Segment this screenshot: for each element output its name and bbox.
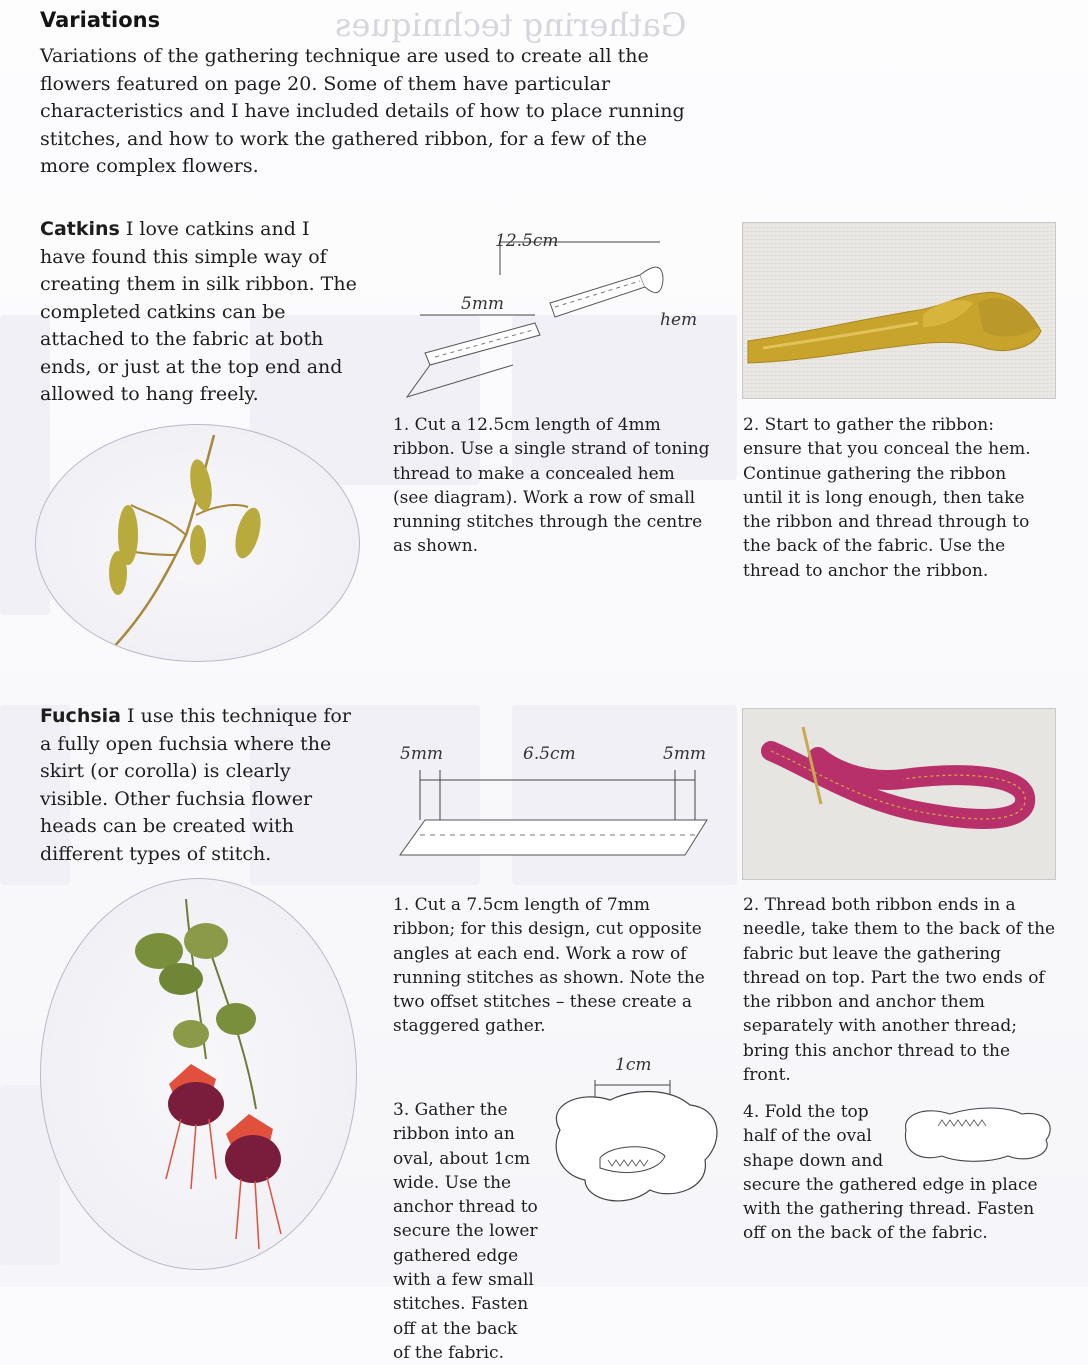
fuchsia-step-2: 2. Thread both ribbon ends in a needle, take them to the back of the fabric but leave the gathering thread on top. Part the two ends of the ribbon and anchor them separately with another thread; bring this anchor thread to the front.: [743, 895, 1056, 1086]
fuchsia-step-4-text: 4. Fold the top half of the oval shape down and secure the gathered edge in place with the gathering thread. Fasten off on the back of the fabric.: [743, 1102, 1038, 1244]
pink-ribbon-loop: [743, 709, 1055, 879]
catkin-ribbon-diagram: [395, 225, 735, 405]
variations-intro: Variations of the gathering technique are used to create all the flowers featured on page 20. Some of them have particular characteristics and I have included details of how to place running stitches, and how to work the gathered ribbon, for a few of the more complex flowers.: [40, 45, 685, 177]
oval-width-label: 1cm: [615, 1055, 652, 1075]
catkins-step-1: 1. Cut a 12.5cm length of 4mm ribbon. Use a single strand of toning thread to make a concealed hem (see diagram). Work a row of small running stitches through the centre as shown.: [393, 415, 710, 557]
length-label: 12.5cm: [495, 231, 559, 251]
hem-width-label: 5mm: [461, 294, 505, 314]
gathered-gold-ribbon: [743, 223, 1055, 398]
hem-label: hem: [660, 310, 698, 330]
fuchsia-heading: Fuchsia: [40, 705, 121, 727]
fuchsia-description: I use this technique for a fully open fuchsia where the skirt (or corolla) is clearly visible. Other fuchsia flower heads can be created with different types of stitch.: [40, 705, 351, 865]
variations-heading: Variations: [40, 8, 161, 32]
fuchsia-step-3: 3. Gather the ribbon into an oval, about 1cm wide. Use the anchor thread to secure the lower gathered edge with a few small stitches. Fasten off at the back of the fabric.: [393, 1100, 538, 1363]
fuchsia-intro: [40, 703, 358, 868]
catkins-heading: Catkins: [40, 218, 120, 240]
folded-oval-diagram: [898, 1102, 1058, 1167]
middle-length-label: 6.5cm: [523, 744, 576, 764]
catkins-intro: [40, 216, 358, 409]
bleed-through-title: Gathering techniques: [335, 6, 687, 44]
threaded-fuchsia-ribbon-photo: [742, 708, 1056, 880]
gathered-catkin-ribbon-photo: [742, 222, 1056, 399]
fuchsia-step-1: 1. Cut a 7.5cm length of 7mm ribbon; for this design, cut opposite angles at each end. Work a row of running stitches as shown. Note the two offset stitches – these create a staggered gather.: [393, 895, 705, 1037]
left-margin-label: 5mm: [400, 744, 444, 764]
fuchsia-ribbon-diagram: [395, 735, 725, 860]
catkin-illustration-oval: [35, 424, 360, 662]
right-margin-label: 5mm: [663, 744, 707, 764]
catkins-step-2: 2. Start to gather the ribbon: ensure that you conceal the hem. Continue gathering the ribbon until it is long enough, then take the ribbon and thread through to the back of the fabric. Use the thread to anchor the ribbon.: [743, 415, 1031, 581]
catkin-sprig: [36, 425, 359, 661]
fuchsia-illustration-oval: [40, 878, 357, 1270]
gathered-oval-diagram: [540, 1050, 730, 1220]
fuchsia-step-4: [743, 1100, 1058, 1246]
fuchsia-flowers: [41, 879, 356, 1269]
catkins-description: I love catkins and I have found this simple way of creating them in silk ribbon. The completed catkins can be attached to the fabric at both ends, or just at the top end and allowed to hang freely.: [40, 218, 357, 405]
